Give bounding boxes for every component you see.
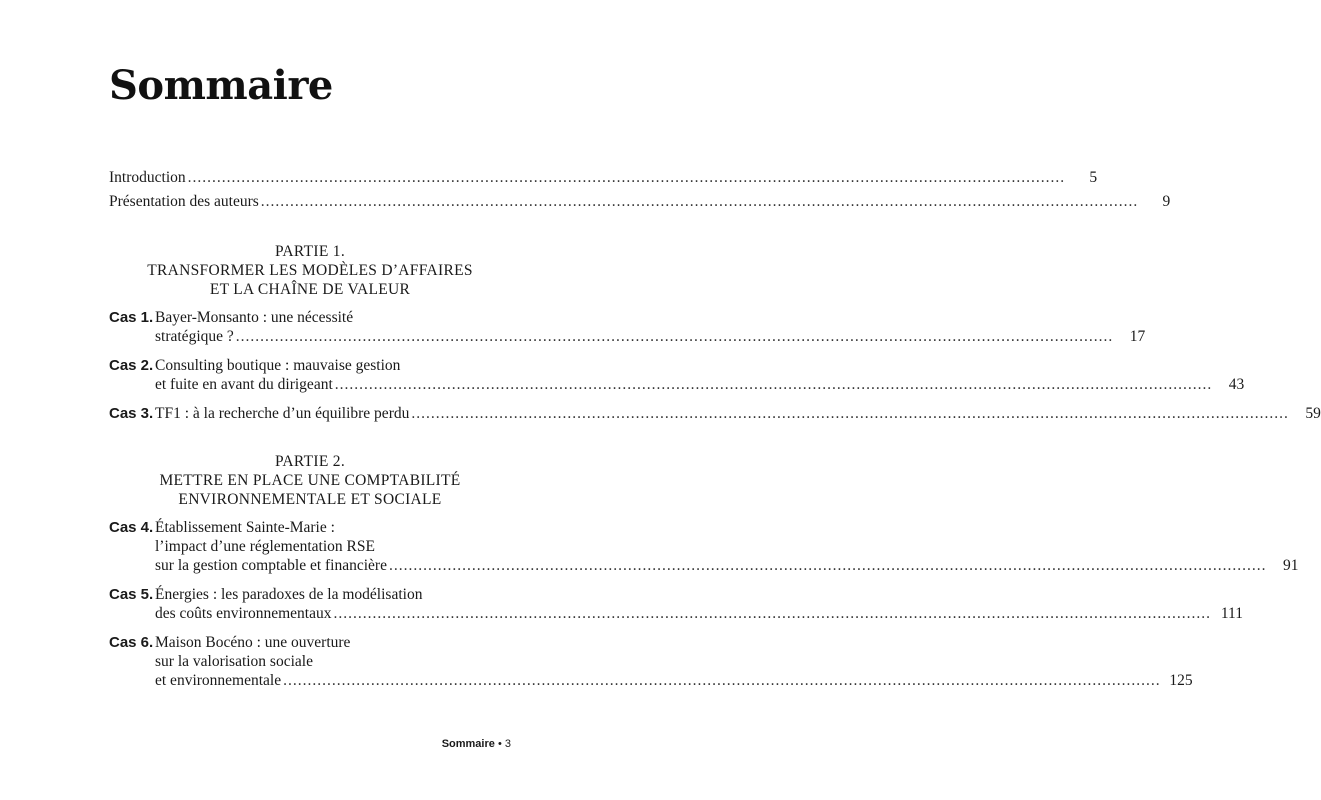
part-2-header: [109, 452, 511, 509]
case-label: Cas 3.: [109, 405, 154, 422]
dot-leader: [333, 604, 1211, 623]
case-line: et fuite en avant du dirigeant: [155, 376, 333, 393]
toc-page-number: 111: [1220, 605, 1243, 622]
case-label: Cas 2.: [109, 357, 154, 374]
toc-page-number: 91: [1282, 557, 1299, 574]
dot-leader: [283, 671, 1161, 690]
toc-page-number: 59: [1305, 405, 1321, 422]
toc-entry-presentation-auteurs[interactable]: [109, 192, 1171, 211]
part-subtitle-line: TRANSFORMER LES MODÈLES D’AFFAIRES: [147, 262, 473, 279]
toc-page-number: 9: [1162, 193, 1171, 210]
case-line: Énergies : les paradoxes de la modélisation: [155, 586, 423, 603]
toc-page-number: 125: [1169, 672, 1193, 689]
intro-entries: [109, 168, 1171, 211]
part-subtitle-line: METTRE EN PLACE UNE COMPTABILITÉ: [159, 472, 461, 489]
case-label: Cas 1.: [109, 309, 154, 326]
case-label: Cas 6.: [109, 634, 154, 651]
dot-leader: [188, 168, 1066, 187]
part-subtitle-line: ET LA CHAÎNE DE VALEUR: [209, 281, 411, 298]
toc-case-3[interactable]: [109, 404, 1321, 423]
toc-page-number: 17: [1129, 328, 1146, 345]
toc-case-5[interactable]: [109, 585, 1243, 623]
toc-case-4[interactable]: [109, 518, 1299, 575]
part-subtitle-line: ENVIRONNEMENTALE ET SOCIALE: [178, 491, 442, 508]
toc-entry-introduction[interactable]: [109, 168, 1098, 192]
case-line: sur la valorisation sociale: [155, 653, 313, 670]
toc-case-2[interactable]: [109, 356, 1245, 394]
footer-label: Sommaire: [441, 738, 495, 750]
dot-leader: [335, 375, 1213, 394]
toc-page-number: 5: [1089, 169, 1098, 186]
toc-case-6[interactable]: [109, 633, 1193, 690]
dot-leader: [236, 327, 1114, 346]
case-line: stratégique ?: [155, 328, 234, 345]
toc-case-1[interactable]: [109, 308, 1146, 346]
footer-separator: •: [497, 738, 502, 750]
part-1-header: [109, 242, 511, 299]
case-line: Maison Bocéno : une ouverture: [155, 634, 351, 651]
case-label: Cas 4.: [109, 519, 154, 536]
case-label: Cas 5.: [109, 586, 154, 603]
part-1-cases: [109, 308, 1321, 423]
dot-leader: [261, 192, 1139, 211]
part-heading: PARTIE 1.: [274, 243, 346, 260]
case-line: Bayer-Monsanto : une nécessité: [155, 309, 354, 326]
page-title: Sommaire: [109, 62, 333, 109]
toc-entry-text: Introduction: [109, 169, 186, 186]
case-line: Consulting boutique : mauvaise gestion: [155, 357, 401, 374]
case-line: l’impact d’une réglementation RSE: [155, 538, 375, 555]
case-line: TF1 : à la recherche d’un équilibre perdu: [155, 405, 410, 422]
dot-leader: [411, 404, 1289, 423]
case-line: et environnementale: [155, 672, 282, 689]
case-line: sur la gestion comptable et financière: [155, 557, 387, 574]
part-2-cases: [109, 518, 1299, 690]
part-heading: PARTIE 2.: [274, 453, 346, 470]
case-line: Établissement Sainte-Marie :: [155, 519, 335, 536]
footer-page-number: 3: [504, 738, 511, 750]
dot-leader: [389, 556, 1267, 575]
case-line: des coûts environnementaux: [155, 605, 332, 622]
page-footer: [442, 738, 511, 750]
toc-entry-text: Présentation des auteurs: [109, 193, 259, 210]
toc-page-number: 43: [1228, 376, 1245, 393]
